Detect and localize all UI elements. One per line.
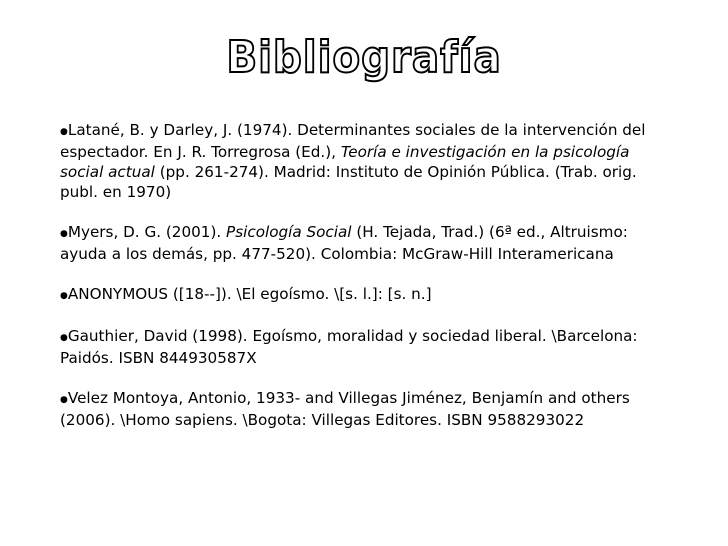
bibliography-entry bbox=[60, 284, 670, 306]
bullet-icon: ● bbox=[60, 333, 68, 343]
bullet-icon: ● bbox=[60, 395, 68, 405]
entry-text: Myers, D. G. (2001). bbox=[67, 223, 227, 241]
entry-text: Latané, B. y Darley, J. (1974). Determinantes sociales de la intervención del espectador. En J. R. Torregrosa (Ed.), bbox=[60, 121, 646, 161]
bibliography-entry bbox=[60, 388, 670, 430]
entry-text: (H. Tejada, Trad.) (6ª ed., Altruismo: ayuda a los demás, pp. 477-520). Colombia: McGraw-Hill Interamericana bbox=[60, 223, 628, 263]
bullet-icon: ● bbox=[60, 229, 68, 239]
bibliography-entry bbox=[60, 326, 670, 368]
entry-text: Gauthier, David (1998). Egoísmo, moralidad y sociedad liberal. \Barcelona: Paidós. ISBN 844930587X bbox=[60, 327, 638, 367]
entry-text: (pp. 261-274). Madrid: Instituto de Opinión Pública. (Trab. orig. publ. en 1970) bbox=[60, 163, 637, 201]
bibliography-entry bbox=[60, 120, 670, 202]
bullet-icon: ● bbox=[60, 127, 68, 137]
entry-text: Velez Montoya, Antonio, 1933- and Villegas Jiménez, Benjamín and others (2006). \Homo sapiens. \Bogota: Villegas Editores. ISBN 9588293022 bbox=[60, 389, 630, 429]
bibliography-entry bbox=[60, 222, 670, 264]
bibliography-list bbox=[60, 120, 670, 450]
slide-title: Bibliografía bbox=[226, 32, 502, 83]
entry-text: ANONYMOUS ([18--]). \El egoísmo. \[s. l.]: [s. n.] bbox=[67, 285, 432, 303]
bullet-icon: ● bbox=[60, 291, 68, 301]
entry-title-italic: Teoría e investigación en la psicología social actual bbox=[60, 143, 630, 181]
entry-title-italic: Psicología Social bbox=[226, 223, 352, 241]
